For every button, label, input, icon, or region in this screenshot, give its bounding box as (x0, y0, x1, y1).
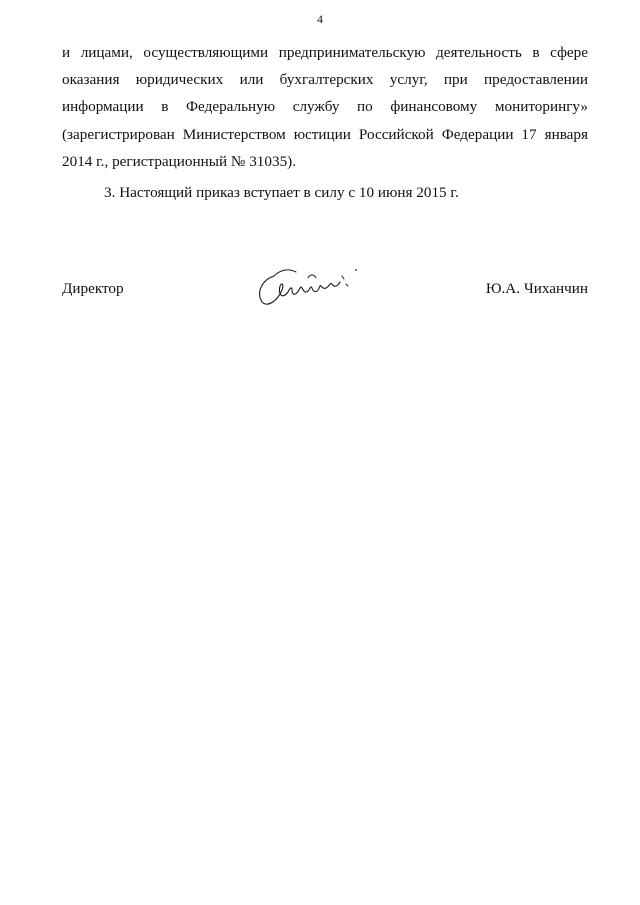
text-line: 2014 г., регистрационный № 31035). (62, 153, 297, 170)
text-line: и лицами, осуществляющими предпринимательскую деятельность в сфере (62, 44, 588, 61)
signatory-name: Ю.А. Чиханчин (485, 280, 588, 297)
text-line: (зарегистрирован Министерством юстиции Российской Федерации 17 января (62, 126, 588, 143)
handwritten-signature (252, 262, 364, 310)
text-line: информации в Федеральную службу по финансовому мониторингу» (62, 98, 588, 115)
page-number: 4 (317, 12, 323, 26)
text-line: оказания юридических или бухгалтерских услуг, при предоставлении (62, 71, 588, 88)
paragraph-effective-date: 3. Настоящий приказ вступает в силу с 10 июня 2015 г. (104, 184, 459, 201)
signatory-title: Директор (62, 280, 124, 297)
